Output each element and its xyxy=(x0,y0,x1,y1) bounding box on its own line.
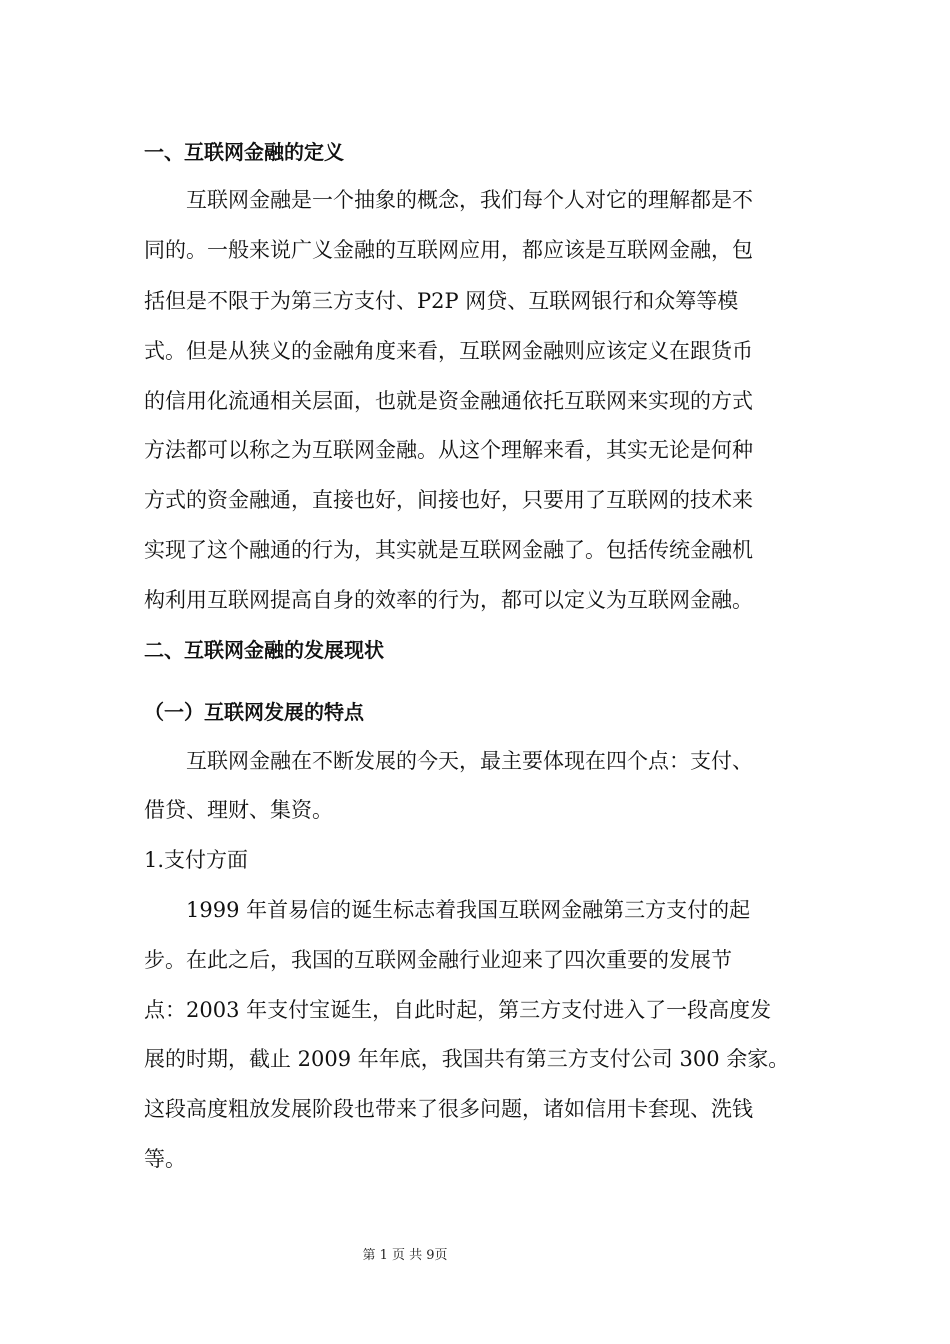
subsection-heading: （一）互联网发展的特点 xyxy=(144,700,364,724)
paragraph-line: 展的时期，截止 2009 年年底，我国共有第三方支付公司 300 余家。 xyxy=(144,1047,790,1071)
section-heading-definition: 一、互联网金融的定义 xyxy=(144,140,344,164)
paragraph-line: 构利用互联网提高自身的效率的行为，都可以定义为互联网金融。 xyxy=(144,588,753,612)
paragraph-line: 式。但是从狭义的金融角度来看，互联网金融则应该定义在跟货币 xyxy=(144,339,753,363)
paragraph-line: 方法都可以称之为互联网金融。从这个理解来看，其实无论是何种 xyxy=(144,438,753,462)
paragraph-line: 的信用化流通相关层面，也就是资金融通依托互联网来实现的方式 xyxy=(144,389,753,413)
paragraph-line: 实现了这个融通的行为，其实就是互联网金融了。包括传统金融机 xyxy=(144,538,753,562)
page-number-footer: 第 1 页 共 9页 xyxy=(362,1248,448,1263)
paragraph-line: 点：2003 年支付宝诞生，自此时起，第三方支付进入了一段高度发 xyxy=(144,998,772,1022)
paragraph-line: 同的。一般来说广义金融的互联网应用，都应该是互联网金融，包 xyxy=(144,238,753,262)
item-title: 1.支付方面 xyxy=(144,848,249,872)
paragraph-line: 互联网金融是一个抽象的概念，我们每个人对它的理解都是不 xyxy=(186,188,753,212)
paragraph-line: 括但是不限于为第三方支付、P2P 网贷、互联网银行和众筹等模 xyxy=(144,289,739,313)
paragraph-line: 互联网金融在不断发展的今天，最主要体现在四个点：支付、 xyxy=(186,749,753,773)
paragraph-line: 这段高度粗放发展阶段也带来了很多问题，诸如信用卡套现、洗钱 xyxy=(144,1097,753,1121)
paragraph-line: 借贷、理财、集资。 xyxy=(144,798,333,822)
section-heading-status: 二、互联网金融的发展现状 xyxy=(144,638,384,662)
paragraph-line: 步。在此之后，我国的互联网金融行业迎来了四次重要的发展节 xyxy=(144,948,732,972)
paragraph-line: 等。 xyxy=(144,1147,186,1171)
paragraph-line: 方式的资金融通，直接也好，间接也好，只要用了互联网的技术来 xyxy=(144,488,753,512)
paragraph-line: 1999 年首易信的诞生标志着我国互联网金融第三方支付的起 xyxy=(186,898,751,922)
